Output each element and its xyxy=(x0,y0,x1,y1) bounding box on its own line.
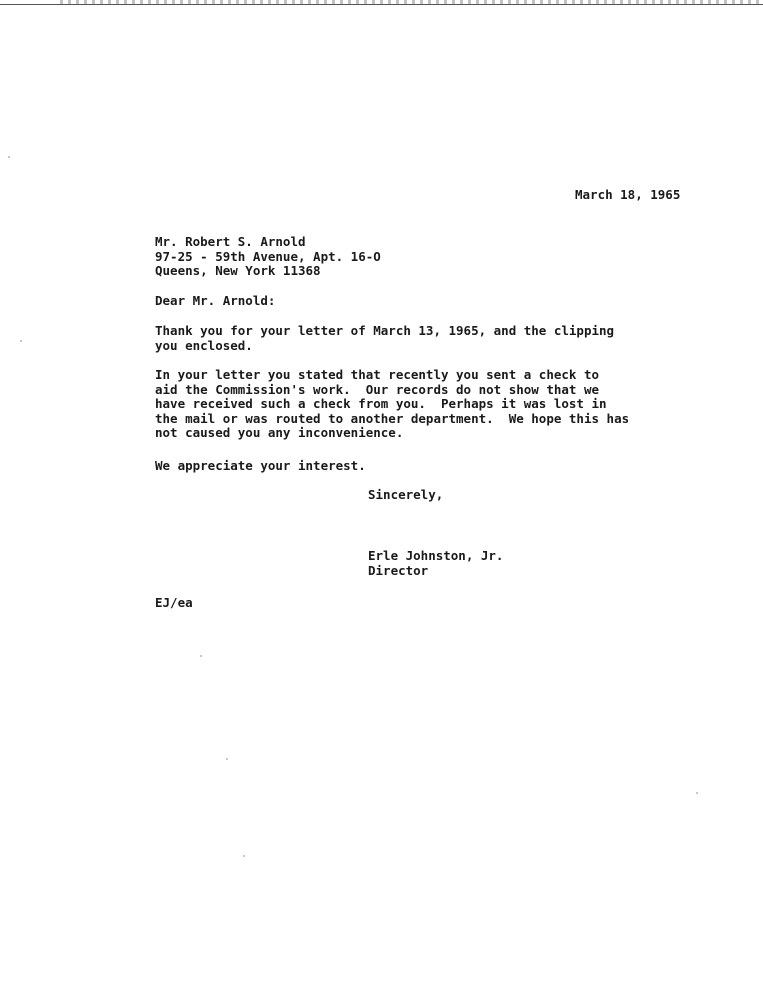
signature-block xyxy=(368,549,503,578)
signer-name: Erle Johnston, Jr. xyxy=(368,548,504,563)
paragraph-line: In your letter you stated that recently you sent a check to xyxy=(155,367,600,382)
paragraph-line: not caused you any inconvenience. xyxy=(155,425,404,440)
recipient-street: 97-25 - 59th Avenue, Apt. 16-O xyxy=(155,248,381,264)
reference-initials: EJ/ea xyxy=(155,595,193,610)
scan-speck xyxy=(200,655,202,657)
signer-title: Director xyxy=(368,562,429,578)
scan-speck xyxy=(20,340,22,342)
paragraph-thanks xyxy=(155,324,614,353)
recipient-city: Queens, New York 11368 xyxy=(155,263,321,278)
recipient-address xyxy=(155,235,381,279)
top-edge-rule xyxy=(0,4,763,5)
scan-speck xyxy=(8,156,10,158)
scan-speck xyxy=(226,758,228,760)
paragraph-line: have received such a check from you. Perhaps it was lost in xyxy=(155,396,607,411)
paragraph-appreciation: We appreciate your interest. xyxy=(155,458,366,473)
paragraph-line: Thank you for your letter of March 13, 1965, and the clipping xyxy=(155,323,615,338)
paragraph-line: the mail or was routed to another department. We hope this has xyxy=(155,410,630,426)
paragraph-check xyxy=(155,368,629,441)
paragraph-line: aid the Commission's work. Our records do not show that we xyxy=(155,381,600,397)
recipient-name: Mr. Robert S. Arnold xyxy=(155,234,306,249)
paragraph-line: you enclosed. xyxy=(155,337,253,353)
complimentary-closing: Sincerely, xyxy=(368,487,444,502)
salutation: Dear Mr. Arnold: xyxy=(155,293,276,308)
scan-speck xyxy=(243,855,245,857)
letter-date: March 18, 1965 xyxy=(575,187,681,202)
scan-speck xyxy=(696,792,698,794)
